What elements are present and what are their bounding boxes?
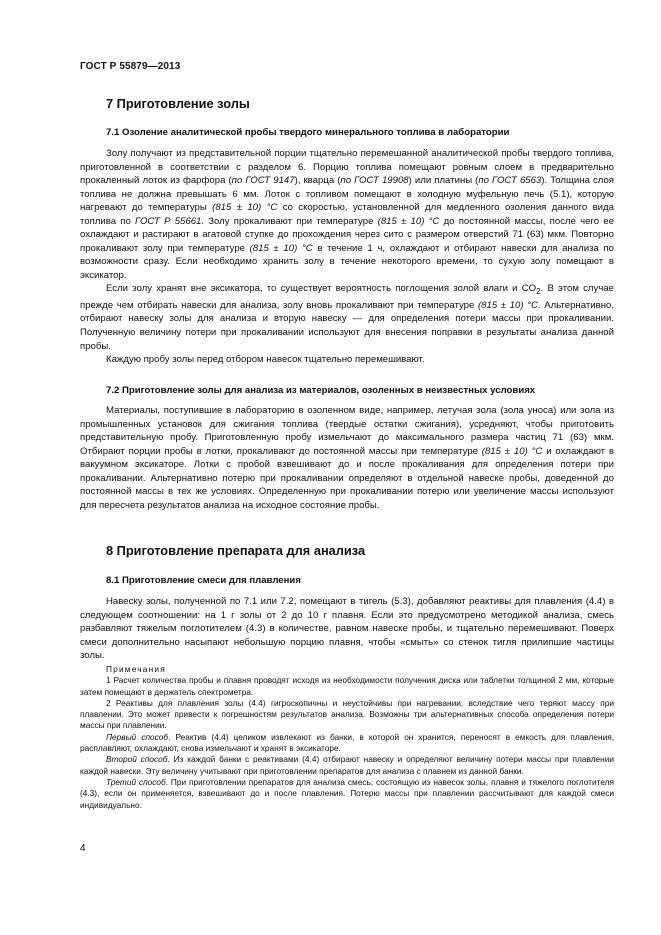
subsection-7-1-body (80, 147, 614, 367)
note-item: 1 Расчет количества пробы и плавня проводят исходя из необходимости получения диска или таблетки толщиной 2 мм, которые затем помещают в держатель спектрометра. (80, 675, 614, 697)
paragraph: Материалы, поступившие в лабораторию в озоленном виде, например, летучая зола (зола уноса) или зола из промышленных установок для сжигания топлива (твердые остатки сжигания), усредняют, чтобы приготовить представительную пробу. Приготовленную пробу измельчают до максимального размера частиц 71 (63) мкм. Отбирают порции пробы в лотки, прокаливают до постоянной массы при температуре (815 ± 10) °C и охлаждают в вакуумном эксикаторе. Лотки с пробой взвешивают до и после прокаливания для определения потери при прокаливании. Альтернативно потерю при прокаливании определяют в отдельной навеске пробы, доведенной до постоянной массы в тех же условиях. Определенную при прокаливании потерю или увеличение массы используют для пересчета результатов анализа на исходное состояние пробы. (80, 405, 615, 511)
page-number: 4 (80, 843, 86, 854)
notes-block (80, 664, 614, 811)
subsection-8-1-heading: 8.1 Приготовление смеси для плавления (106, 575, 301, 586)
standard-header: ГОСТ Р 55879—2013 (80, 61, 181, 72)
subsection-8-1-body (80, 595, 614, 663)
paragraph: Навеску золы, полученной по 7.1 или 7.2, помещают в тигель (5.3), добавляют реактивы для плавления (4.4) в следующем соотношении: на 1 г золы от 2 до 10 г плавня. Если это предусмотрено методикой анализа, смесь разбавляют тяжелым поглотителем (4.3) в количестве, равном навеске пробы, и тщательно перемешивают. Поверх смеси дополнительно насыпают небольшую порцию плавня, чтобы «смыть» со стенок тигля прилипшие частицы золы. (80, 596, 614, 662)
paragraph: Если золу хранят вне эксикатора, то существует вероятность поглощения золой влаги и $CO_2$. В этом случае прежде чем отбирать навески для анализа, золу вновь прокаливают при температуре (815 ± 10) °C. Альтернативно, отбирают навеску золы для анализа и вторую навеску — для определения потери массы при прокаливании. Полученную величину потери при прокаливании используют для внесения поправки в результаты анализа данной пробы. (80, 283, 614, 352)
section-8-heading: 8 Приготовление препарата для анализа (106, 543, 366, 558)
subsection-7-2-body (80, 404, 614, 512)
subsection-7-2-heading: 7.2 Приготовление золы для анализа из материалов, озоленных в неизвестных условиях (106, 385, 536, 396)
subsection-7-1-heading: 7.1 Озоление аналитической пробы твердого минерального топлива в лаборатории (106, 127, 510, 138)
note-method: Первый способ. Реактив (4.4) целиком извлекают из банки, в которой он хранится, переносят в емкость для плавления, расплавляют, охлаждают, снова измельчают и хранят в эксикаторе. (80, 731, 614, 754)
note-item: 2 Реактивы для плавления золы (4.4) гигроскопичны и неустойчивы при нагревании, вследствие чего теряют массу при плавлении. Это может привести к погрешностям результатов анализа. Возможны три альтернативных способа определения потери массы при плавлении. (80, 697, 614, 731)
note-method: Второй способ. Из каждой банки с реактивами (4.4) отбирают навеску и определяют величину потери массы при плавлении каждой навески. Эту величину учитывают при приготовлении препаратов для анализа с плавнем из данной банки. (80, 754, 615, 776)
section-7-heading: 7 Приготовление золы (106, 96, 250, 111)
paragraph: Каждую пробу золы перед отбором навесок тщательно перемешивают. (106, 354, 425, 366)
note-method: Третий способ. При приготовлении препаратов для анализа смесь, состоящую из навесок золы, плавня и тяжелого поглотителя (4.3), если он применяется, взвешивают до и после плавления. Потерю массы при плавлении рассчитывают для каждой смеси индивидуально. (80, 776, 614, 810)
notes-label: Примечания (106, 664, 166, 674)
paragraph: Золу получают из представительной порции тщательно перемешанной аналитической пробы твердого топлива, приготовленной в соответствии с разделом 6. Порцию топлива помещают ровным слоем в предварительно прокаленный лоток из фарфора (по ГОСТ 9147), кварца (по ГОСТ 19908) или платины (по ГОСТ 6563). Толщина слоя топлива не должна превышать 6 мм. Лоток с топливом помещают в холодную муфельную печь (5.1), которую нагревают до температуры (815 ± 10) °C со скоростью, установленной для медленного озоления данного вида топлива по ГОСТ Р 55661. Золу прокаливают при температуре (815 ± 10) °C до постоянной массы, после чего ее охлаждают и растирают в агатовой ступке до прохождения через сито с размером отверстий 71 (63) мкм. Повторно прокаливают золу при температуре (815 ± 10) °C в течение 1 ч, охлаждают и отбирают навески для анализа по возможности сразу. Если необходимо хранить золу в течение некоторого времени, то сухую золу помещают в эксикатор. (80, 148, 614, 281)
